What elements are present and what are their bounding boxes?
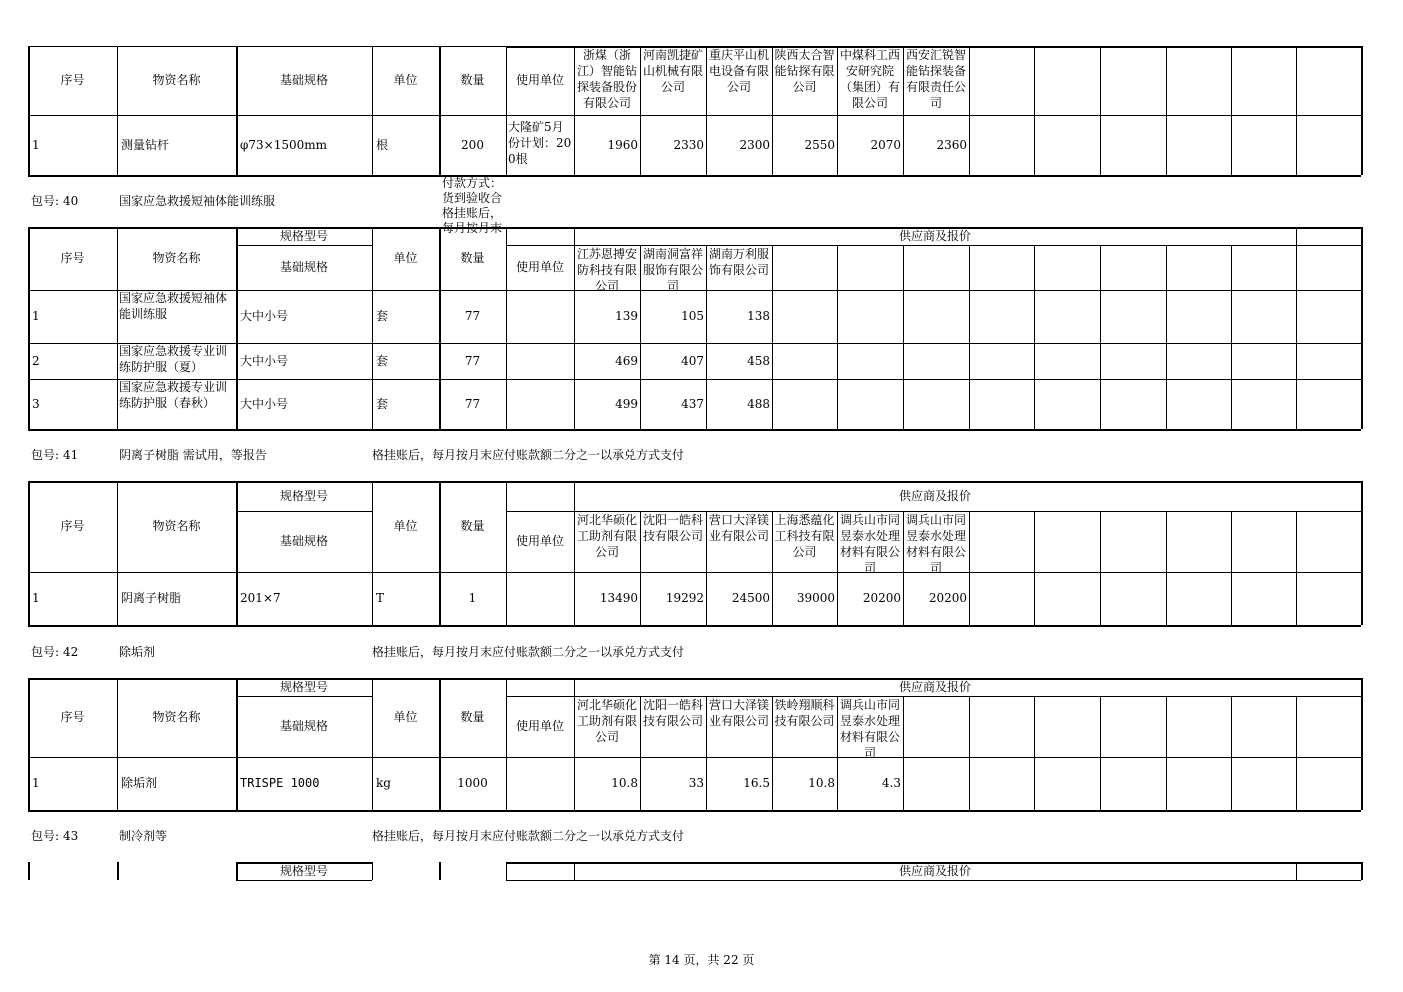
spec-group-header: 规格型号	[279, 488, 328, 503]
column-header: 基础规格	[279, 73, 328, 87]
item-unit: 根	[376, 137, 389, 152]
column-header: 物资名称	[152, 710, 201, 724]
price-cell: 19292	[665, 591, 704, 605]
supplier-header: 河北华硕化工助剂有限公司	[576, 513, 637, 559]
grid-line-v	[772, 245, 773, 429]
package-title: 阴离子树脂 需试用，等报告	[119, 448, 267, 462]
supplier-group-header: 供应商及报价	[898, 488, 971, 503]
price-cell: 2300	[739, 137, 770, 152]
item-name: 测量钻杆	[121, 137, 170, 152]
row-seq: 2	[32, 353, 40, 368]
column-header: 序号	[60, 519, 85, 533]
item-spec: 大中小号	[240, 396, 289, 411]
column-header: 数量	[460, 73, 485, 87]
grid-line-v	[969, 46, 970, 175]
column-header: 物资名称	[152, 251, 201, 265]
price-cell: 4.3	[881, 776, 901, 790]
supplier-header: 湖南洞富祥服饰有限公司	[642, 247, 703, 293]
grid-line-v	[1034, 696, 1035, 810]
grid-line-v	[1166, 245, 1167, 429]
spec-group-header: 规格型号	[279, 679, 328, 694]
grid-line-h	[28, 810, 1361, 812]
supplier-group-header: 供应商及报价	[898, 863, 971, 878]
grid-line-v	[1034, 245, 1035, 429]
item-unit: kg	[376, 776, 391, 790]
grid-line-v	[1100, 696, 1101, 810]
grid-line-v	[903, 696, 904, 810]
item-name: 国家应急救援短袖体能训练服	[119, 291, 228, 321]
grid-line-v	[1361, 46, 1363, 175]
grid-line-h	[28, 429, 1361, 431]
item-unit: 套	[376, 353, 389, 368]
column-header: 数量	[460, 251, 485, 265]
grid-line-v	[439, 862, 441, 880]
grid-line-v	[1100, 511, 1101, 625]
column-header: 序号	[60, 251, 85, 265]
grid-line-v	[1296, 696, 1297, 810]
package-label: 包号:	[31, 829, 60, 843]
row-seq: 3	[32, 396, 40, 411]
grid-line-v	[1296, 227, 1297, 429]
package-title: 国家应急救援短袖体能训练服	[119, 194, 276, 208]
price-cell: 139	[615, 309, 638, 323]
grid-line-v	[903, 245, 904, 429]
grid-line-v	[1100, 245, 1101, 429]
column-header: 单位	[393, 73, 418, 87]
supplier-header: 调兵山市同昱泰水处理材料有限公司	[839, 698, 900, 760]
column-header: 使用单位	[515, 73, 564, 87]
grid-line-h	[28, 625, 1361, 627]
supplier-header: 湖南万利服饰有限公司	[708, 247, 769, 277]
column-header: 基础规格	[279, 260, 328, 274]
price-cell: 33	[688, 776, 704, 790]
item-quantity: 77	[464, 396, 481, 411]
column-header: 使用单位	[515, 534, 564, 548]
supplier-header: 营口大泽镁业有限公司	[708, 513, 769, 543]
item-quantity: 77	[464, 353, 481, 368]
column-header: 使用单位	[515, 260, 564, 274]
column-header: 数量	[460, 519, 485, 533]
supplier-header: 浙煤（浙江）智能钻探装备股份有限公司	[576, 48, 637, 110]
column-header: 物资名称	[152, 73, 201, 87]
item-spec: 201×7	[240, 591, 281, 605]
package-title: 除垢剂	[119, 645, 156, 659]
price-cell: 10.8	[611, 776, 638, 790]
supplier-header: 调兵山市同昱泰水处理材料有限公司	[839, 513, 900, 575]
supplier-header: 上海悉蕴化工科技有限公司	[774, 513, 835, 559]
supplier-header: 沈阳一皓科技有限公司	[642, 698, 703, 728]
column-header: 数量	[460, 710, 485, 724]
package-number: 43	[63, 829, 79, 843]
grid-line-v	[969, 245, 970, 429]
grid-line-v	[1034, 46, 1035, 175]
item-quantity: 1	[468, 591, 477, 605]
item-quantity: 1000	[457, 776, 488, 790]
price-cell: 105	[681, 309, 704, 323]
row-seq: 1	[32, 591, 40, 605]
supplier-header: 中煤科工西安研究院（集团）有限公司	[839, 48, 900, 110]
item-user-unit: 大隆矿5月份计划：200根	[508, 120, 572, 166]
price-cell: 2070	[870, 137, 901, 152]
payment-note: 格挂账后，每月按月末应付账款额二分之一以承兑方式支付	[372, 829, 685, 843]
price-cell: 437	[681, 396, 704, 411]
supplier-header: 江苏恩搏安防科技有限公司	[576, 247, 637, 293]
grid-line-v	[1361, 678, 1363, 810]
supplier-group-header: 供应商及报价	[898, 679, 971, 694]
item-unit: 套	[376, 309, 389, 323]
column-header: 单位	[393, 710, 418, 724]
item-quantity: 200	[461, 137, 484, 152]
column-header: 使用单位	[515, 719, 564, 733]
package-title: 制冷剂等	[119, 829, 168, 843]
grid-line-v	[1166, 46, 1167, 175]
price-cell: 2550	[804, 137, 835, 152]
price-cell: 1960	[607, 137, 638, 152]
price-cell: 488	[747, 396, 770, 411]
column-header: 基础规格	[279, 719, 328, 733]
column-header: 序号	[60, 710, 85, 724]
supplier-header: 西安汇锐智能钻探装备有限责任公司	[905, 48, 966, 110]
package-label: 包号:	[31, 448, 60, 462]
item-spec: φ73×1500mm	[240, 137, 328, 152]
grid-line-v	[1296, 46, 1297, 175]
grid-line-v	[28, 862, 30, 880]
grid-line-v	[1361, 227, 1363, 429]
payment-note: 格挂账后，每月按月末应付账款额二分之一以承兑方式支付	[372, 645, 685, 659]
grid-line-v	[1296, 511, 1297, 625]
price-cell: 2330	[673, 137, 704, 152]
supplier-header: 铁岭翔顺科技有限公司	[774, 698, 835, 728]
page-number: 第 14 页，共 22 页	[648, 953, 755, 967]
grid-line-v	[372, 862, 373, 880]
price-cell: 407	[681, 353, 704, 368]
item-spec: 大中小号	[240, 353, 289, 368]
package-label: 包号:	[31, 645, 60, 659]
price-cell: 138	[747, 309, 770, 323]
column-header: 单位	[393, 251, 418, 265]
price-cell: 16.5	[743, 776, 770, 790]
grid-line-v	[1231, 245, 1232, 429]
grid-line-v	[1231, 511, 1232, 625]
grid-line-v	[969, 696, 970, 810]
column-header: 序号	[60, 73, 85, 87]
payment-note: 付款方式：货到验收合格挂账后，每月按月末	[442, 176, 503, 235]
price-cell: 20200	[928, 591, 967, 605]
item-unit: T	[376, 591, 385, 605]
package-label: 包号:	[31, 194, 60, 208]
row-seq: 1	[32, 776, 40, 790]
package-number: 40	[63, 194, 79, 208]
grid-line-h	[236, 880, 372, 881]
column-header: 单位	[393, 519, 418, 533]
grid-line-h	[506, 880, 1361, 881]
spec-group-header: 规格型号	[279, 228, 328, 243]
row-seq: 1	[32, 309, 40, 323]
item-unit: 套	[376, 396, 389, 411]
price-cell: 458	[747, 353, 770, 368]
price-cell: 10.8	[808, 776, 835, 790]
supplier-header: 重庆平山机电设备有限公司	[708, 48, 769, 94]
item-name: 国家应急救援专业训练防护服（春秋）	[119, 380, 228, 410]
price-cell: 20200	[862, 591, 901, 605]
price-cell: 499	[615, 396, 638, 411]
supplier-header: 河南凯捷矿山机械有限公司	[642, 48, 703, 94]
grid-line-h	[28, 175, 1361, 177]
item-quantity: 77	[464, 309, 481, 323]
payment-note: 格挂账后，每月按月末应付账款额二分之一以承兑方式支付	[372, 448, 685, 462]
grid-line-v	[1100, 46, 1101, 175]
supplier-header: 调兵山市同昱泰水处理材料有限公司	[905, 513, 966, 575]
grid-line-v	[969, 511, 970, 625]
grid-line-v	[837, 245, 838, 429]
grid-line-v	[1361, 481, 1363, 625]
grid-line-v	[1034, 511, 1035, 625]
grid-line-v	[1361, 862, 1363, 880]
price-cell: 24500	[731, 591, 770, 605]
supplier-header: 营口大泽镁业有限公司	[708, 698, 769, 728]
supplier-header: 陕西太合智能钻探有限公司	[774, 48, 835, 94]
grid-line-v	[1231, 696, 1232, 810]
supplier-header: 沈阳一皓科技有限公司	[642, 513, 703, 543]
grid-line-v	[1166, 696, 1167, 810]
grid-line-v	[506, 862, 507, 880]
column-header: 物资名称	[152, 519, 201, 533]
supplier-header: 河北华硕化工助剂有限公司	[576, 698, 637, 744]
package-number: 42	[63, 645, 79, 659]
package-number: 41	[63, 448, 79, 462]
grid-line-v	[1231, 46, 1232, 175]
spec-group-header: 规格型号	[279, 863, 328, 878]
price-cell: 13490	[599, 591, 638, 605]
price-cell: 2360	[936, 137, 967, 152]
item-name: 国家应急救援专业训练防护服（夏）	[119, 344, 228, 374]
item-name: 阴离子树脂	[121, 591, 182, 605]
item-spec: 大中小号	[240, 309, 289, 323]
price-cell: 39000	[796, 591, 835, 605]
grid-line-v	[1166, 511, 1167, 625]
item-spec: TRISPE 1000	[240, 776, 320, 790]
grid-line-v	[1296, 862, 1297, 880]
price-cell: 469	[615, 353, 638, 368]
grid-line-v	[117, 862, 119, 880]
row-seq: 1	[32, 137, 40, 152]
column-header: 基础规格	[279, 534, 328, 548]
supplier-group-header: 供应商及报价	[898, 228, 971, 243]
item-name: 除垢剂	[121, 776, 158, 790]
